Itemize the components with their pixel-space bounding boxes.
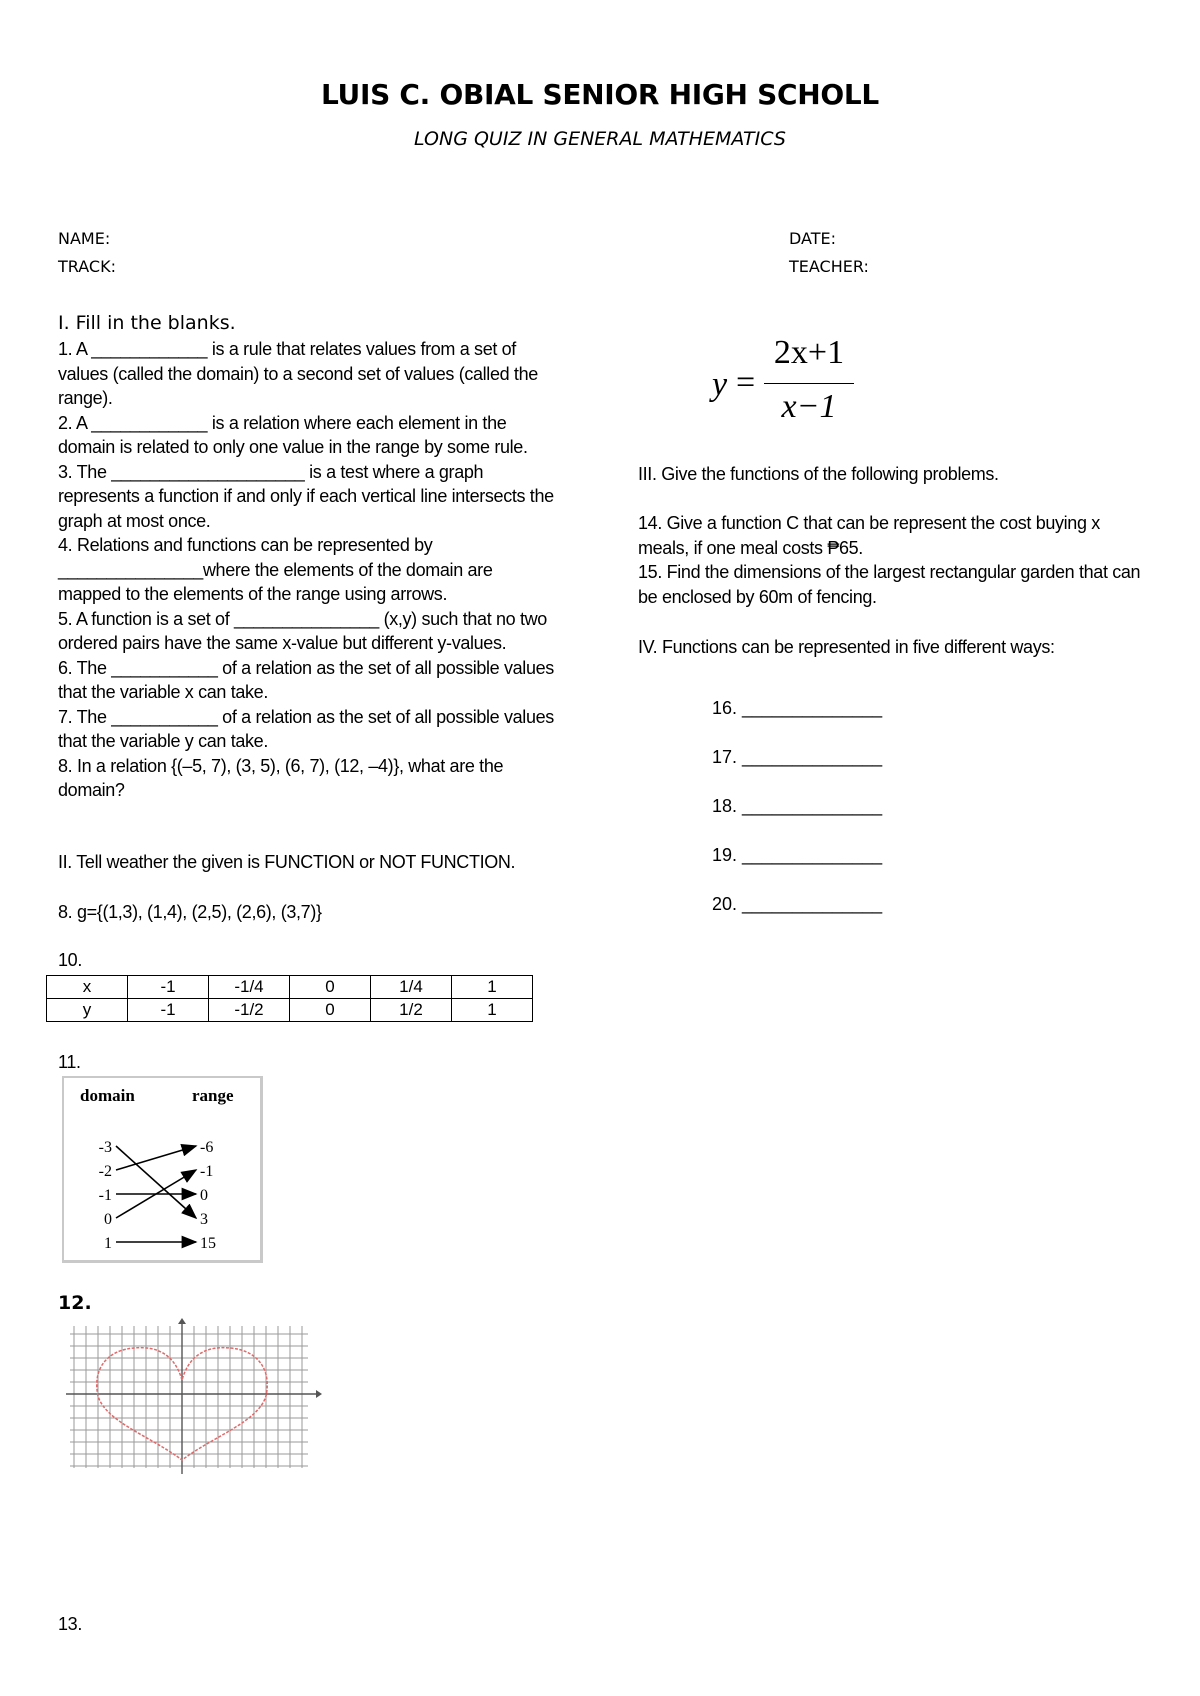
table-cell: x (47, 976, 128, 999)
part1-line: represents a function if and only if each vertical line intersects the (58, 486, 554, 506)
range-value: 3 (200, 1211, 208, 1228)
table-cell: -1/4 (209, 976, 290, 999)
x-axis-arrow (316, 1390, 322, 1398)
y-axis-arrow (178, 1318, 186, 1324)
table-cell: 0 (290, 976, 371, 999)
range-value: 15 (200, 1235, 216, 1252)
domain-value: 1 (104, 1235, 112, 1252)
table-cell: 1 (452, 976, 533, 999)
function-table (46, 975, 533, 1022)
formula-numerator: 2x+1 (773, 334, 845, 371)
part1-line: _______________where the elements of the domain are (58, 559, 493, 580)
mapping-domain-values (92, 1136, 112, 1256)
question-15: 15. Find the dimensions of the largest rectangular garden that can (638, 562, 1141, 582)
answer-blank: 19. ______________ (712, 845, 883, 865)
range-value: -1 (200, 1163, 214, 1180)
part1-line: mapped to the elements of the range using arrows. (58, 584, 448, 604)
domain-value: -1 (98, 1187, 112, 1204)
rational-formula (712, 334, 872, 430)
part1-line: 4. Relations and functions can be represented by (58, 535, 433, 555)
question-15-cont: be enclosed by 60m of fencing. (638, 586, 877, 607)
item11-label: 11. (58, 1052, 81, 1072)
answer-blank: 18. ______________ (712, 796, 883, 816)
part1-line: 7. The ___________ of a relation as the set of all possible values (58, 706, 554, 727)
name-label: NAME: (58, 229, 111, 248)
graph-grid (70, 1326, 308, 1468)
item10-label: 10. (58, 950, 82, 970)
heart-graph (64, 1318, 324, 1478)
part1-line: values (called the domain) to a second set of values (called the (58, 363, 538, 384)
table-cell: -1/2 (209, 999, 290, 1022)
part1-line: domain is related to only one value in the range by some rule. (58, 437, 528, 457)
part1-line: that the variable y can take. (58, 731, 268, 751)
table-cell: 1/4 (371, 976, 452, 999)
quiz-subtitle: LONG QUIZ IN GENERAL MATHEMATICS (414, 128, 786, 150)
table-cell: 1 (452, 999, 533, 1022)
school-title: LUIS C. OBIAL SENIOR HIGH SCHOLL (321, 78, 879, 111)
part1-body (58, 337, 598, 803)
item13-label: 13. (58, 1614, 82, 1634)
part1-line: 2. A ____________ is a relation where each element in the (58, 412, 507, 433)
part3-heading: III. Give the functions of the following problems. (638, 464, 999, 484)
domain-value: 0 (104, 1211, 112, 1228)
domain-value: -2 (98, 1163, 112, 1180)
table-cell: 1/2 (371, 999, 452, 1022)
answer-blank: 17. ______________ (712, 747, 883, 767)
part1-line: 3. The ____________________ is a test where a graph (58, 461, 484, 482)
item12-label: 12. (58, 1292, 92, 1314)
answer-blank: 20. ______________ (712, 894, 883, 914)
track-label: TRACK: (58, 257, 116, 276)
formula-lhs: y (712, 366, 728, 403)
mapping-diagram (62, 1076, 263, 1263)
mapping-range-label: range (192, 1086, 234, 1105)
table-row (47, 999, 533, 1022)
mapping-domain-label: domain (80, 1086, 135, 1105)
part1-line: range). (58, 388, 113, 408)
formula-equals: = (736, 364, 756, 401)
part4-blanks (712, 684, 882, 929)
part1-line: 1. A ____________ is a rule that relates values from a set of (58, 339, 516, 359)
part1-line: graph at most once. (58, 510, 211, 531)
part1-line: ordered pairs have the same x-value but different y-values. (58, 633, 507, 653)
fraction-bar (764, 383, 854, 384)
domain-value: -3 (98, 1139, 112, 1156)
date-label: DATE: (789, 229, 837, 248)
part1-line: 8. In a relation {(–5, 7), (3, 5), (6, 7), (12, –4)}, what are the (58, 755, 504, 776)
teacher-label: TEACHER: (789, 257, 869, 276)
table-row (47, 976, 533, 999)
question-14-cont: meals, if one meal costs ₱65. (638, 537, 863, 558)
part1-line: 5. A function is a set of _______________ (x,y) such that no two (58, 608, 547, 629)
answer-blank: 16. ______________ (712, 698, 883, 718)
question-14: 14. Give a function C that can be represent the cost buying x (638, 513, 1100, 533)
mapping-arrow (116, 1146, 196, 1218)
part3-questions (638, 511, 1178, 609)
range-value: -6 (200, 1139, 214, 1156)
formula-denominator: x−1 (781, 388, 837, 425)
part4-heading: IV. Functions can be represented in five different ways: (638, 637, 1055, 657)
table-cell: 0 (290, 999, 371, 1022)
part2-item8: 8. g={(1,3), (1,4), (2,5), (2,6), (3,7)} (58, 902, 322, 922)
mapping-range-values (200, 1136, 216, 1256)
table-cell: -1 (128, 999, 209, 1022)
part1-line: 6. The ___________ of a relation as the set of all possible values (58, 657, 554, 678)
table-cell: -1 (128, 976, 209, 999)
part1-line: domain? (58, 780, 125, 800)
range-value: 0 (200, 1187, 208, 1204)
mapping-arrow (116, 1146, 196, 1170)
part1-heading: I. Fill in the blanks. (58, 312, 236, 334)
table-cell: y (47, 999, 128, 1022)
part1-line: that the variable x can take. (58, 682, 268, 702)
part2-heading: II. Tell weather the given is FUNCTION or NOT FUNCTION. (58, 852, 516, 872)
